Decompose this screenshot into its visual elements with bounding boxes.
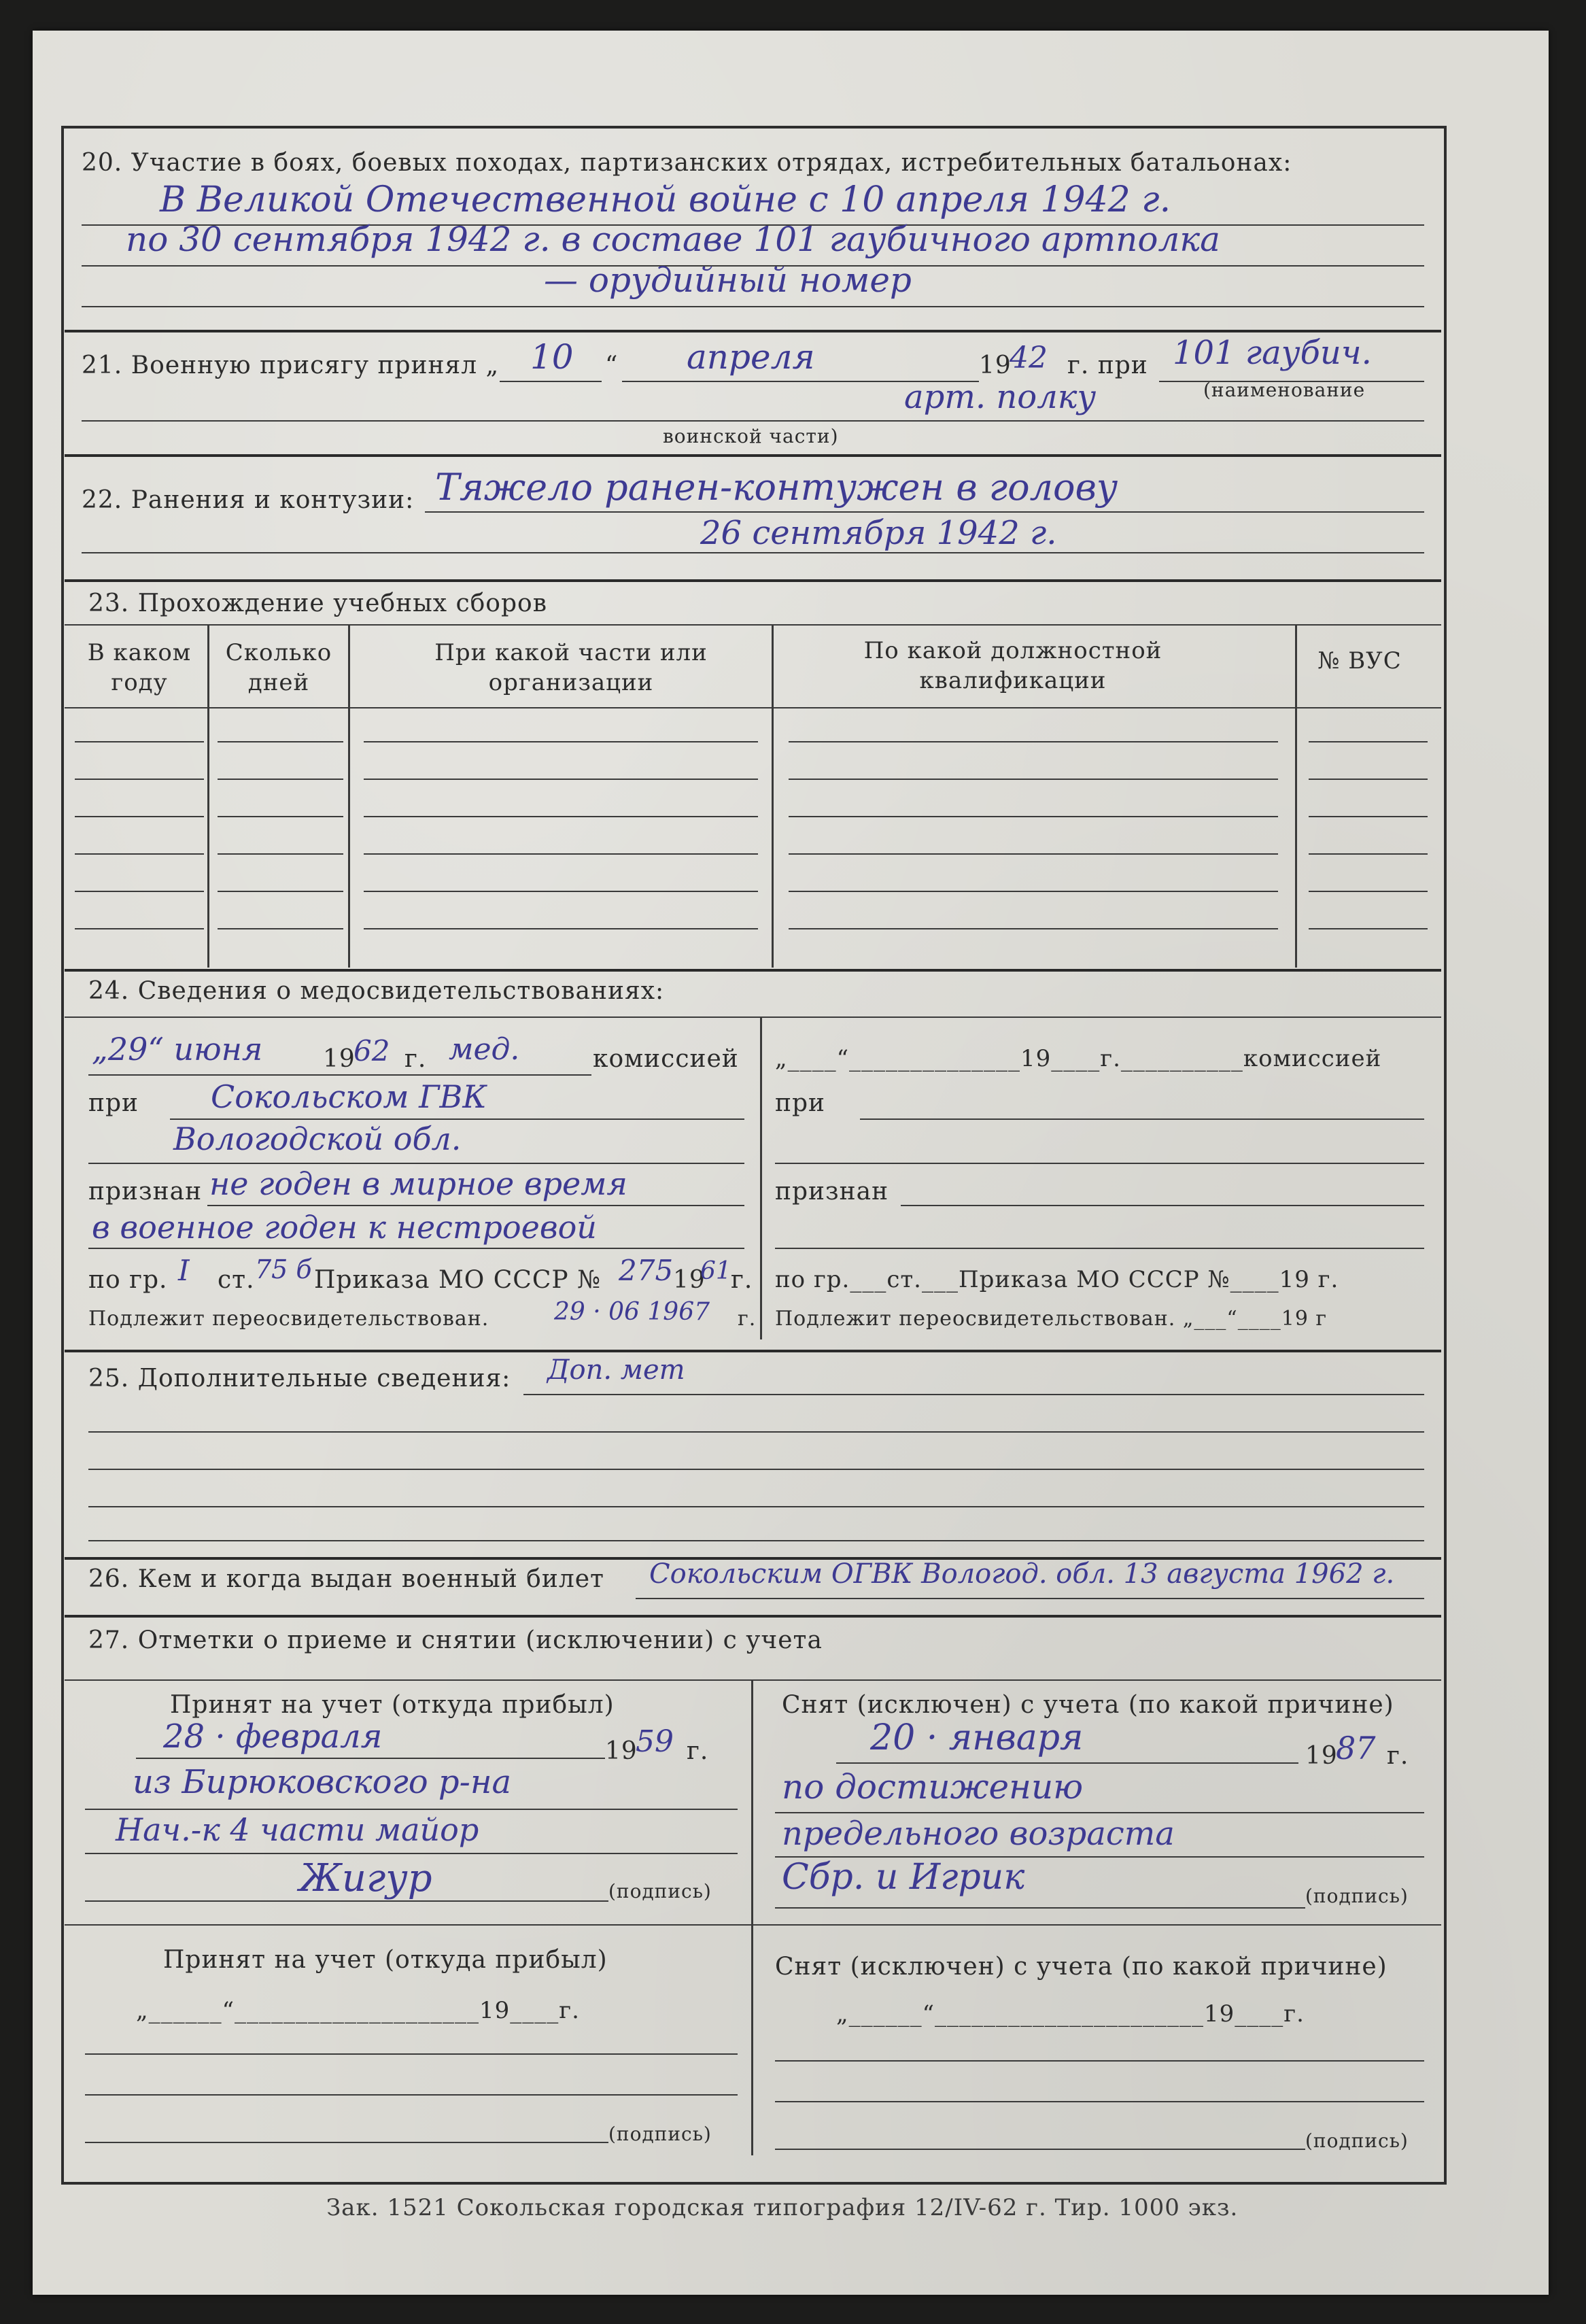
removed-reason-1: по достижению xyxy=(782,1767,1084,1807)
med-reexam-date: 29 · 06 1967 xyxy=(554,1298,710,1326)
section-20-label: 20. Участие в боях, боевых походах, партизанских отрядах, истребительных батальонах: xyxy=(82,149,1292,177)
table-blank-rule xyxy=(789,891,1278,892)
col-header-year: В каком году xyxy=(87,639,192,697)
med-type: мед. xyxy=(449,1032,520,1067)
section-24-label: 24. Сведения о медосвидетельствованиях: xyxy=(88,977,665,1005)
table-blank-rule xyxy=(218,741,343,742)
removed-reason-2: предельного возраста xyxy=(782,1815,1175,1853)
rule xyxy=(425,511,1424,513)
table-blank-rule xyxy=(75,741,204,742)
wounds-line-1: Тяжело ранен-контужен в голову xyxy=(435,466,1118,509)
table-blank-rule xyxy=(218,816,343,817)
section-divider xyxy=(65,1615,1441,1618)
removed-date: 20 · января xyxy=(870,1718,1084,1758)
oath-unit-2: арт. полку xyxy=(904,378,1097,416)
table-blank-rule xyxy=(364,928,758,929)
accepted-title: Принят на учет (откуда прибыл) xyxy=(170,1691,615,1719)
table-blank-rule xyxy=(789,779,1278,780)
table-blank-rule xyxy=(1309,853,1428,855)
rule xyxy=(836,1762,1298,1764)
med-g2: г. xyxy=(731,1266,753,1294)
col-header-days: Сколько дней xyxy=(225,639,332,697)
table-blank-rule xyxy=(75,928,204,929)
rule xyxy=(65,1016,1441,1018)
med-verdict-2: в военное годен к нестроевой xyxy=(92,1209,597,1246)
accepted-g: г. xyxy=(687,1737,709,1765)
accepted-officer: Нач.-к 4 части майор xyxy=(116,1811,479,1848)
col-divider xyxy=(207,624,209,968)
rule xyxy=(88,1469,1424,1470)
rule xyxy=(85,1853,738,1854)
removed-title: Снят (исключен) с учета (по какой причине) xyxy=(782,1691,1394,1719)
med-komissiei: комиссией xyxy=(593,1045,739,1073)
quote-close: “ xyxy=(605,352,619,379)
section-21-label: 21. Военную присягу принял „ xyxy=(82,352,500,379)
table-blank-rule xyxy=(218,891,343,892)
med2-priznan: признан xyxy=(775,1178,889,1206)
section-20-entry-line-2: по 30 сентября 1942 г. в составе 101 гаубичного артполка xyxy=(126,220,1220,259)
section-23-label: 23. Прохождение учебных сборов xyxy=(88,589,547,617)
med-podlezhit: Подлежит переосвидетельствован. xyxy=(88,1307,489,1331)
col-divider xyxy=(1295,624,1297,968)
rule xyxy=(775,2149,1305,2150)
removed-2-podpis: (подпись) xyxy=(1305,2130,1409,2152)
table-blank-rule xyxy=(75,853,204,855)
table-top-rule xyxy=(65,624,1441,626)
table-blank-rule xyxy=(1309,816,1428,817)
med-year2-prefix: 19 xyxy=(673,1266,706,1294)
removed-2-date: „______“______________________19____г. xyxy=(836,2000,1305,2028)
accepted-2-podpis: (подпись) xyxy=(608,2123,712,2145)
col-divider xyxy=(348,624,350,968)
table-blank-rule xyxy=(1309,779,1428,780)
rule xyxy=(85,2053,738,2055)
med-year: 62 xyxy=(354,1034,390,1067)
table-blank-rule xyxy=(75,779,204,780)
rule xyxy=(775,2101,1424,2102)
removed-g: г. xyxy=(1387,1742,1409,1770)
accepted-2-title: Принят на учет (откуда прибыл) xyxy=(163,1946,608,1974)
med-article: 75 б xyxy=(255,1254,312,1284)
removed-podpis: (подпись) xyxy=(1305,1885,1409,1907)
oath-year: 42 xyxy=(1010,341,1048,375)
table-blank-rule xyxy=(1309,928,1428,929)
med2-podlezhit: Подлежит переосвидетельствован. „___“____19 г xyxy=(775,1307,1328,1331)
accepted-podpis: (подпись) xyxy=(608,1880,712,1902)
rule xyxy=(85,2142,608,2143)
med2-po-gr: по гр.___ст.___Приказа МО СССР №____19 г. xyxy=(775,1266,1339,1293)
table-blank-rule xyxy=(364,779,758,780)
section-divider xyxy=(65,330,1441,332)
rule xyxy=(775,1812,1424,1813)
rule xyxy=(775,1248,1424,1249)
print-footer: Зак. 1521 Сокольская городская типография 12/IV-62 г. Тир. 1000 экз. xyxy=(326,2194,1239,2221)
section-divider xyxy=(65,1350,1441,1352)
oath-year-prefix: 19 xyxy=(979,352,1012,379)
rule xyxy=(85,1809,738,1810)
rule xyxy=(65,1924,1441,1926)
section-divider xyxy=(65,969,1441,972)
table-blank-rule xyxy=(364,741,758,742)
col-header-qualification: По какой должностной квалификации xyxy=(863,637,1162,695)
med-group: I xyxy=(178,1254,190,1287)
med-year-prefix: 19 xyxy=(323,1045,356,1073)
section-22-label: 22. Ранения и контузии: xyxy=(82,486,415,514)
rule xyxy=(88,1506,1424,1507)
med-verdict-1: не годен в мирное время xyxy=(209,1165,627,1202)
rule xyxy=(860,1118,1424,1120)
military-id-issued: Сокольским ОГВК Вологод. обл. 13 августа 1962 г. xyxy=(649,1558,1395,1590)
table-blank-rule xyxy=(218,779,343,780)
rule xyxy=(85,1900,608,1902)
col-header-unit: При какой части или организации xyxy=(434,639,708,697)
rule xyxy=(775,1163,1424,1164)
section-divider xyxy=(65,579,1441,582)
table-blank-rule xyxy=(1309,891,1428,892)
section-20-entry-line-3: — орудийный номер xyxy=(544,260,912,300)
rule xyxy=(207,1205,744,1206)
rule xyxy=(82,420,1424,422)
rule xyxy=(636,1598,1424,1599)
rule xyxy=(88,1163,744,1164)
med2-pri: при xyxy=(775,1089,826,1117)
table-blank-rule xyxy=(75,891,204,892)
table-blank-rule xyxy=(218,853,343,855)
rule xyxy=(500,381,602,382)
rule xyxy=(775,2060,1424,2062)
table-blank-rule xyxy=(75,816,204,817)
table-blank-rule xyxy=(789,928,1278,929)
med-priznan: признан xyxy=(88,1178,203,1206)
table-blank-rule xyxy=(789,853,1278,855)
med-g3: г. xyxy=(738,1307,757,1331)
section-26-label: 26. Кем и когда выдан военный билет xyxy=(88,1565,604,1593)
section-divider xyxy=(65,454,1441,457)
section-25-label: 25. Дополнительные сведения: xyxy=(88,1365,511,1392)
med-po-gr: по гр. xyxy=(88,1266,168,1294)
oath-g-pri: г. при xyxy=(1067,352,1148,379)
med-date: „29“ июня xyxy=(92,1031,263,1067)
med-order-no: 275 xyxy=(619,1254,674,1287)
med-prikaz: Приказа МО СССР № xyxy=(314,1266,602,1294)
col-divider xyxy=(751,1679,753,2155)
removed-2-title: Снят (исключен) с учета (по какой причине) xyxy=(775,1953,1387,1981)
col-divider xyxy=(772,624,774,968)
removed-year-prefix: 19 xyxy=(1305,1742,1338,1770)
oath-unit-1: 101 гаубич. xyxy=(1173,334,1372,372)
section-20-entry-line-1: В Великой Отечественной войне с 10 апреля 1942 г. xyxy=(160,180,1171,220)
table-header-rule xyxy=(65,707,1441,708)
table-blank-rule xyxy=(364,891,758,892)
accepted-year-prefix: 19 xyxy=(605,1737,638,1765)
table-blank-rule xyxy=(218,928,343,929)
additional-info: Доп. мет xyxy=(547,1354,685,1386)
rule xyxy=(88,1431,1424,1433)
med-pri: при xyxy=(88,1089,139,1117)
rule xyxy=(82,552,1424,553)
rule xyxy=(775,1907,1305,1909)
accepted-date: 28 · февраля xyxy=(163,1718,383,1756)
col-header-vus: № ВУС xyxy=(1317,647,1402,674)
rule xyxy=(88,1074,591,1076)
oath-day: 10 xyxy=(530,337,574,377)
oath-month: апреля xyxy=(687,337,815,377)
voinskoi-chasti-caption: воинской части) xyxy=(663,425,839,447)
med-g: г. xyxy=(404,1045,427,1073)
removed-signature: Сбр. и Игрик xyxy=(782,1857,1025,1898)
rule xyxy=(523,1394,1424,1395)
accepted-from: из Бирюковского р-на xyxy=(133,1763,512,1801)
accepted-year: 59 xyxy=(636,1724,674,1759)
table-blank-rule xyxy=(1309,741,1428,742)
med-pri-entry-1: Сокольском ГВК xyxy=(211,1078,487,1115)
rule xyxy=(170,1118,744,1120)
removed-year: 87 xyxy=(1336,1730,1376,1766)
naimenovanie-caption: (наименование xyxy=(1203,379,1366,401)
med-st: ст. xyxy=(218,1266,255,1294)
rule xyxy=(88,1540,1424,1541)
rule xyxy=(901,1205,1424,1206)
wounds-line-2: 26 сентября 1942 г. xyxy=(700,514,1057,552)
table-blank-rule xyxy=(364,816,758,817)
med-pri-entry-2: Вологодской обл. xyxy=(173,1121,462,1157)
table-blank-rule xyxy=(364,853,758,855)
med-year2: 61 xyxy=(700,1257,731,1285)
section-27-label: 27. Отметки о приеме и снятии (исключении) с учета xyxy=(88,1626,823,1654)
rule xyxy=(82,306,1424,307)
rule xyxy=(136,1758,605,1759)
col-divider xyxy=(760,1016,762,1339)
table-blank-rule xyxy=(789,816,1278,817)
med2-line-1: „____“______________19____г.__________комиссией xyxy=(775,1045,1382,1072)
rule xyxy=(88,1248,744,1249)
table-blank-rule xyxy=(789,741,1278,742)
accepted-2-date: „______“____________________19____г. xyxy=(136,1997,580,2024)
rule xyxy=(85,2094,738,2096)
accepted-signature: Жигур xyxy=(299,1856,432,1900)
